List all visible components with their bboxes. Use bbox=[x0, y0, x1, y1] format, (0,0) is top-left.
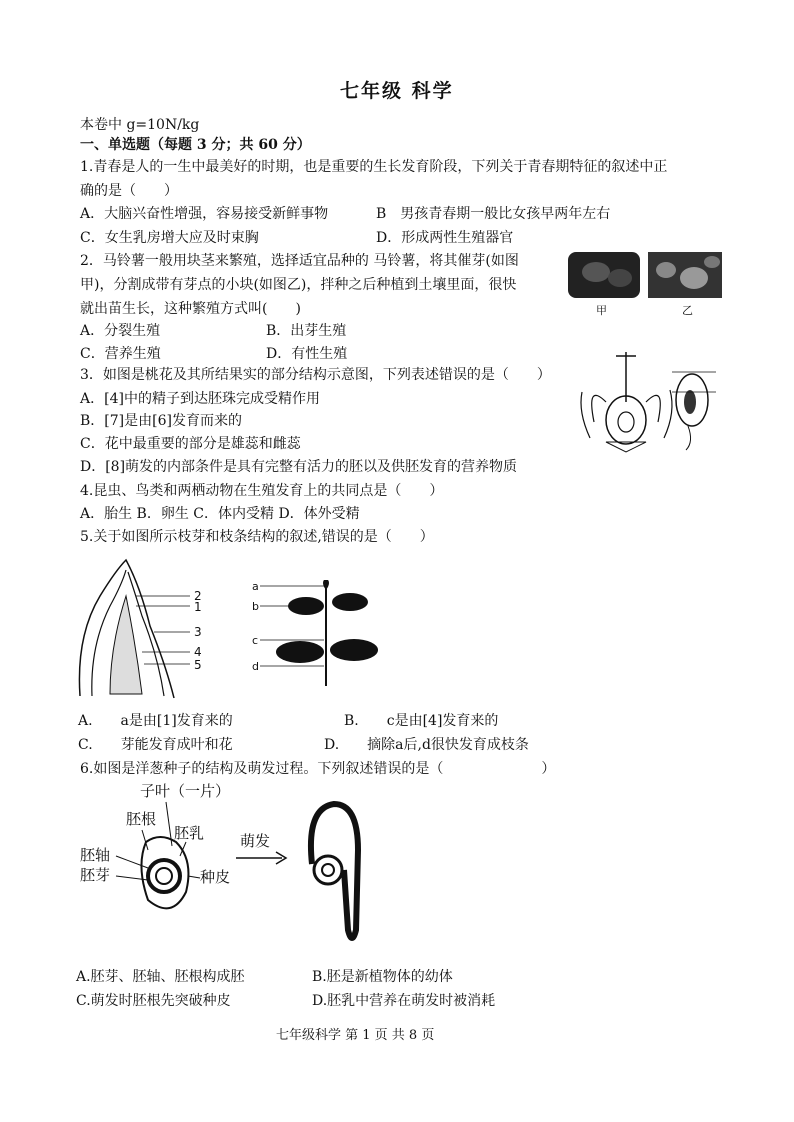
q5-option-d: D. 摘除a后,d很快发育成枝条 bbox=[324, 737, 529, 753]
q5-option-a: A. a是由[1]发育来的 bbox=[78, 713, 233, 729]
label-endosperm: 胚乳 bbox=[174, 824, 205, 842]
bud-label-3: 3 bbox=[194, 625, 202, 639]
peach-flower-diagram bbox=[576, 342, 726, 454]
q2-stem-line1: 2．马铃薯一般用块茎来繁殖，选择适宜品种的 马铃薯，将其催芽(如图 bbox=[80, 253, 519, 269]
stem-label-a: a bbox=[252, 580, 259, 593]
page-title: 七年级 科学 bbox=[340, 80, 454, 102]
q2-option-d: D．有性生殖 bbox=[266, 346, 348, 362]
page-footer: 七年级科学 第 1 页 共 8 页 bbox=[276, 1028, 435, 1043]
q6-option-d: D.胚乳中营养在萌发时被消耗 bbox=[312, 993, 496, 1009]
q6-option-a: A.胚芽、胚轴、胚根构成胚 bbox=[76, 969, 245, 985]
q4-stem: 4.昆虫、鸟类和两栖动物在生殖发育上的共同点是（ ） bbox=[80, 483, 444, 499]
q1-option-c: C．女生乳房增大应及时束胸 bbox=[80, 230, 259, 246]
label-germinate: 萌发 bbox=[240, 832, 271, 850]
onion-seed-diagram bbox=[76, 780, 396, 950]
q1-stem-line1: 1.青春是人的一生中最美好的时期，也是重要的生长发育阶段，下列关于青春期特征的叙述中正 bbox=[80, 159, 668, 175]
leaf-upper-left bbox=[288, 597, 324, 615]
q3-stem: 3．如图是桃花及其所结果实的部分结构示意图，下列表述错误的是（ ） bbox=[80, 367, 551, 383]
q6-option-b: B.胚是新植物体的幼体 bbox=[312, 969, 453, 985]
bud-label-5: 5 bbox=[194, 658, 202, 672]
q1-option-a: A．大脑兴奋性增强，容易接受新鲜事物 bbox=[80, 206, 329, 222]
q6-option-c: C.萌发时胚根先突破种皮 bbox=[76, 993, 231, 1009]
gravity-note: 本卷中 g=10N/kg bbox=[80, 117, 200, 133]
branch-bud-diagram bbox=[70, 556, 220, 706]
potato-figure bbox=[566, 248, 726, 320]
leaf-lower-left bbox=[276, 641, 324, 663]
label-radicle: 胚根 bbox=[126, 810, 157, 828]
fig-label-jia: 甲 bbox=[596, 304, 607, 317]
bud-label-2: 2 bbox=[194, 589, 202, 603]
q5-option-b: B. c是由[4]发育来的 bbox=[344, 713, 499, 729]
q1-option-b: B 男孩青春期一般比女孩早两年左右 bbox=[376, 206, 611, 222]
q4-options: A．胎生 B．卵生 C．体内受精 D．体外受精 bbox=[80, 506, 360, 522]
q2-stem-line2: 甲)，分割成带有芽点的小块(如图乙)，拌种之后种植到土壤里面，很快 bbox=[80, 277, 517, 293]
q3-option-c: C．花中最重要的部分是雄蕊和雌蕊 bbox=[80, 436, 301, 452]
bud-label-4: 4 bbox=[194, 645, 202, 659]
q2-stem-line3: 就出苗生长，这种繁殖方式叫( ) bbox=[80, 301, 301, 317]
q1-stem-line2: 确的是（ ） bbox=[80, 183, 178, 199]
q5-stem: 5.关于如图所示枝芽和枝条结构的叙述,错误的是（ ） bbox=[80, 529, 434, 545]
stem-label-b: b bbox=[252, 600, 259, 613]
branch-stem-diagram bbox=[250, 580, 390, 690]
q2-option-c: C．营养生殖 bbox=[80, 346, 161, 362]
q1-option-d: D．形成两性生殖器官 bbox=[376, 230, 514, 246]
fig-label-yi: 乙 bbox=[682, 304, 693, 317]
leaf-lower-right bbox=[330, 639, 378, 661]
q3-option-d: D．[8]萌发的内部条件是具有完整有活力的胚以及供胚发育的营养物质 bbox=[80, 459, 518, 475]
q2-option-b: B．出芽生殖 bbox=[266, 323, 347, 339]
bud-label-1: 1 bbox=[194, 600, 202, 614]
leaf-upper-right bbox=[332, 593, 368, 611]
q6-stem: 6.如图是洋葱种子的结构及萌发过程。下列叙述错误的是（ ） bbox=[80, 761, 556, 777]
q3-option-b: B．[7]是由[6]发育而来的 bbox=[80, 413, 242, 429]
q3-option-a: A．[4]中的精子到达胚珠完成受精作用 bbox=[80, 391, 320, 407]
q2-option-a: A．分裂生殖 bbox=[80, 323, 161, 339]
stem-label-c: c bbox=[252, 634, 259, 647]
label-cotyledon: 子叶（一片） bbox=[140, 782, 231, 800]
label-plumule: 胚芽 bbox=[80, 866, 111, 884]
stem-label-d: d bbox=[252, 660, 259, 673]
q5-option-c: C. 芽能发育成叶和花 bbox=[78, 737, 233, 753]
section-heading: 一、单选题（每题 3 分；共 60 分） bbox=[80, 137, 311, 153]
label-hypocotyl: 胚轴 bbox=[80, 846, 111, 864]
label-seedcoat: 种皮 bbox=[200, 868, 231, 886]
